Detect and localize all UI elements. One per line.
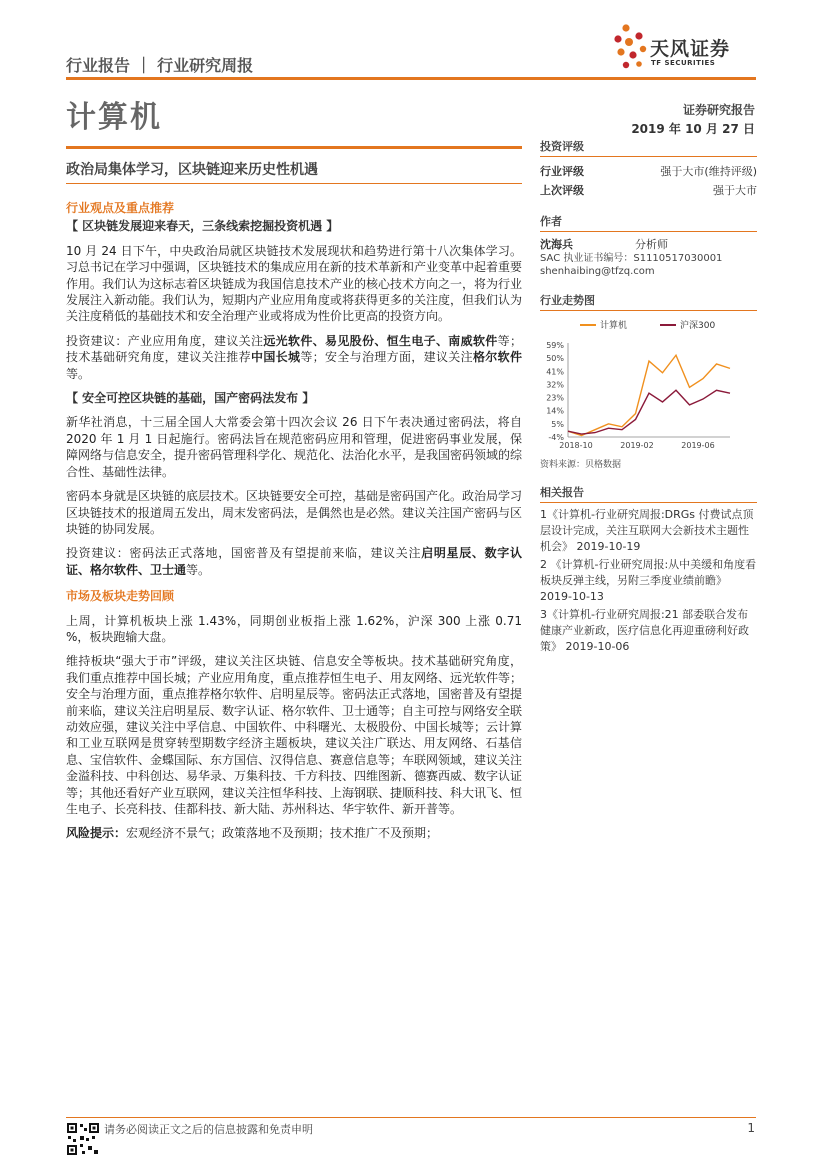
x-tick-label: 2019-02 xyxy=(620,441,654,450)
author-role: 分析师 xyxy=(635,238,668,251)
y-tick-label: 14% xyxy=(546,406,564,416)
series-line-hs300 xyxy=(568,390,730,434)
related-report-title: 3《计算机-行业研究周报:21 部委联合发布健康产业新政，医疗信息化再迎重磅利好政策》 xyxy=(540,608,749,653)
trend-heading: 行业走势图 xyxy=(540,292,757,311)
footer-disclaimer: 请务必阅读正文之后的信息披露和免责申明 xyxy=(104,1123,313,1136)
paragraph-5-bold: 启明星辰、数字认证、格尔软件、卫士通 xyxy=(66,546,522,577)
logo-sub: TF SECURITIES xyxy=(651,59,716,67)
related-heading: 相关报告 xyxy=(540,484,757,503)
trend-chart xyxy=(540,315,757,455)
chart-source: 资料来源：贝格数据 xyxy=(540,460,622,470)
legend-label: 计算机 xyxy=(600,321,628,331)
related-report-item[interactable] xyxy=(540,507,757,555)
legend-label: 沪深300 xyxy=(680,321,716,331)
related-report-item[interactable] xyxy=(540,607,757,655)
subsection-title-crypto: 【 安全可控区块链的基础，国产密码法发布 】 xyxy=(66,391,315,406)
report-label: 证券研究报告 xyxy=(682,103,755,117)
subsection-title-blockchain: 【 区块链发展迎来春天，三条线索挖掘投资机遇 】 xyxy=(66,219,339,234)
headline-block xyxy=(66,146,522,179)
paragraph-4: 密码本身就是区块链的底层技术。区块链要安全可控，基础是密码国产化。政治局学习区块链技术的报道周五发出，周末发密码法，是偶然也是必然。建议关注国产密码与区块链的协同发展。 xyxy=(66,489,523,536)
paragraph-2-bold: 远光软件、易见股份、恒生电子、南威软件 xyxy=(263,333,498,348)
y-tick-label: 41% xyxy=(546,367,564,377)
footer-divider xyxy=(66,1117,756,1118)
related-report-date: 2019-10-06 xyxy=(565,640,630,653)
paragraph-1: 10 月 24 日下午，中央政治局就区块链技术发展现状和趋势进行第十八次集体学习。习总书记在学习中强调，区块链技术的集成应用在新的技术革新和产业变革中起着重要作用。我们认为这标志着区块链成为我国信息技术产业的核心技术方向之一，将为行业发展注入新动能。我们认为，短期内产业应用角度或将获得更多的关注度，但我们认为关注度稍低的基础技术和安全治理产业或将成为性价比更高的投资方向。 xyxy=(66,243,523,324)
paragraph-2 xyxy=(66,333,522,382)
sidebar xyxy=(540,138,757,655)
trend-chart-svg xyxy=(540,315,757,455)
related-report-date: 2019-10-13 xyxy=(540,590,604,603)
paragraph-2-bold: 格尔软件 xyxy=(472,350,522,365)
industry-title: 计算机 xyxy=(66,100,162,135)
y-tick-label: 50% xyxy=(546,354,564,364)
rating-value: 强于大市 xyxy=(713,183,757,197)
report-date: 2019 年 10 月 27 日 xyxy=(631,122,755,136)
logo-name: 天风证券 xyxy=(650,38,731,60)
section-title-market: 市场及板块走势回顾 xyxy=(66,589,175,604)
report-type: 行业报告 ｜ 行业研究周报 xyxy=(66,56,254,75)
paragraph-2-text: 投资建议：产业应用角度，建议关注 xyxy=(66,333,264,348)
x-tick-label: 2019-06 xyxy=(681,441,715,450)
related-report-title: 1《计算机-行业研究周报:DRGs 付费试点顶层设计完成，关注互联网大会新技术主题性机会》 xyxy=(540,508,754,553)
y-tick-label: 59% xyxy=(546,341,564,350)
related-list xyxy=(540,507,757,655)
series-line-computer xyxy=(568,355,730,435)
y-tick-label: -4% xyxy=(548,433,564,442)
paragraph-2-text: 等；安全与治理方面，建议关注 xyxy=(300,350,473,365)
author-name: 沈海兵 xyxy=(540,238,573,251)
x-tick-label: 2018-10 xyxy=(559,441,593,450)
paragraph-2-text: 等。 xyxy=(66,366,91,381)
paragraph-6: 上周，计算机板块上涨 1.43%，同期创业板指上涨 1.62%，沪深 300 上涨 0.71 %，板块跑输大盘。 xyxy=(66,613,522,644)
risk-text: 宏观经济不景气；政策落地不及预期；技术推广不及预期； xyxy=(126,826,439,841)
headline-divider xyxy=(66,183,522,184)
rating-row-previous xyxy=(540,180,757,199)
main-content xyxy=(66,200,522,842)
author-heading: 作者 xyxy=(540,213,757,232)
rating-heading: 投资评级 xyxy=(540,138,757,157)
author-cert: SAC 执业证书编号：S1110517030001 xyxy=(540,253,723,264)
paragraph-2-text: 等；技术基础研究角度，建议关注推荐 xyxy=(66,333,522,365)
rating-value: 强于大市(维持评级) xyxy=(660,164,757,178)
rating-row-industry xyxy=(540,161,757,180)
section-title-views: 行业观点及重点推荐 xyxy=(66,201,175,215)
qr-code-icon xyxy=(66,1122,100,1156)
risk-warning xyxy=(66,825,522,841)
header-divider xyxy=(66,77,756,80)
y-tick-label: 32% xyxy=(546,380,564,390)
paragraph-2-bold: 中国长城 xyxy=(250,350,301,365)
y-tick-label: 5% xyxy=(551,419,564,429)
paragraph-5 xyxy=(66,545,522,578)
headline: 政治局集体学习，区块链迎来历史性机遇 xyxy=(66,162,318,178)
related-report-item[interactable] xyxy=(540,557,757,605)
page-number: 1 xyxy=(747,1121,755,1135)
paragraph-7: 维持板块“强大于市”评级，建议关注区块链、信息安全等板块。技术基础研究角度，我们重点推荐中国长城；产业应用角度，重点推荐恒生电子、用友网络、远光软件等；安全与治理方面，重点推荐格尔软件、启明星辰等。密码法正式落地，国密普及有望提前来临，建议关注启明星辰、数字认证、格尔软件、卫士通等；自主可控与网络安全联动效应强，建议关注中孚信息、中国软件、中科曙光、太极股份、中国长城等；云计算和工业互联网是贯穿转型期数字经济主题板块，建议关注广联达、用友网络、石基信息、宝信软件、金蝶国际、东方国信、汉得信息、赛意信息等；车联网领域，建议关注金溢科技、中科创达、易华录、万集科技、千方科技、四维图新、德赛西威、数字认证等；其他还看好产业互联网，建议关注恒华科技、上海钢联、捷顺科技、科大讯飞、恒生电子、长亮科技、佳都科技、新大陆、苏州科达、华宇软件、新开普等。 xyxy=(66,654,523,816)
risk-label: 风险提示： xyxy=(66,826,127,841)
rating-key: 行业评级 xyxy=(540,164,584,178)
author-email[interactable]: shenhaibing@tfzq.com xyxy=(540,266,655,277)
related-report-title: 2 《计算机-行业研究周报:从中美缓和角度看板块反弹主线，另附三季度业绩前瞻》 xyxy=(540,558,757,587)
paragraph-5-text: 等。 xyxy=(186,562,211,577)
related-report-date: 2019-10-19 xyxy=(576,540,641,553)
rating-key: 上次评级 xyxy=(540,183,584,197)
y-tick-label: 23% xyxy=(546,393,564,403)
paragraph-5-text: 投资建议：密码法正式落地，国密普及有望提前来临，建议关注 xyxy=(66,546,422,561)
paragraph-3: 新华社消息，十三届全国人大常委会第十四次会议 26 日下午表决通过密码法，将自 2020 年 1 月 1 日起施行。密码法旨在规范密码应用和管理，促进密码事业发展，保障网络与信息安全，提升密码管理科学化、规范化、法治化水平，是我国密码领域的综合性、基础性法律。 xyxy=(66,415,523,479)
author-row xyxy=(540,236,757,252)
